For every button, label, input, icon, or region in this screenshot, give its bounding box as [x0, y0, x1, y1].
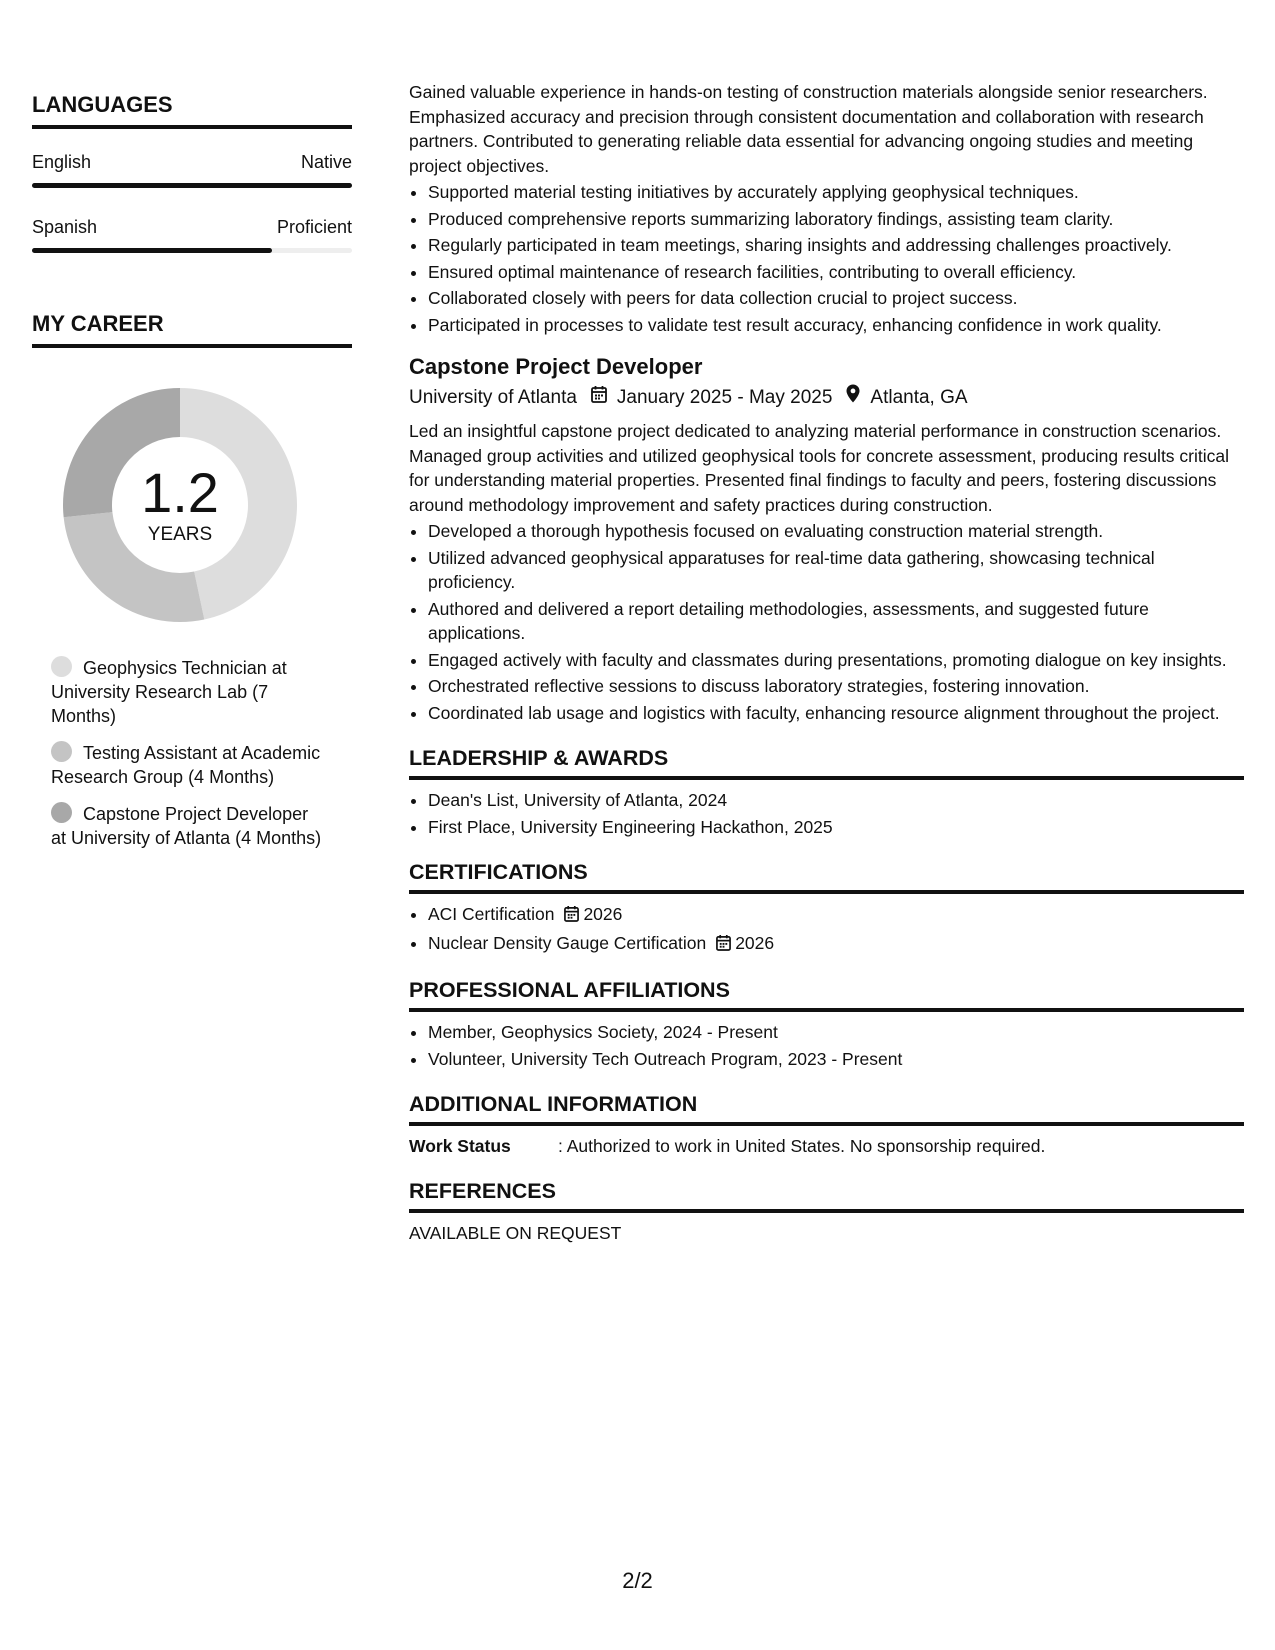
certification-name: ACI Certification — [428, 904, 555, 924]
certifications-list — [409, 902, 1244, 957]
list-item: • Regularly participated in team meetings, sharing insights and addressing challenges proactively. — [428, 233, 1244, 258]
legend-swatch — [51, 741, 72, 762]
list-item: • Supported material testing initiatives by accurately applying geophysical techniques. — [428, 180, 1244, 205]
sidebar — [32, 92, 352, 863]
list-item: • Produced comprehensive reports summarizing laboratory findings, assisting team clarity. — [428, 207, 1244, 232]
references-heading: REFERENCES — [409, 1178, 1244, 1213]
job-organization: University of Atlanta — [409, 386, 577, 408]
career-legend-label: Capstone Project Developer at University of Atlanta (4 Months) — [51, 804, 322, 848]
work-status-label: Work Status — [409, 1136, 511, 1156]
job-dates: January 2025 - May 2025 — [616, 386, 833, 408]
list-item: • Volunteer, University Tech Outreach Program, 2023 - Present — [428, 1047, 1244, 1072]
certifications-heading: CERTIFICATIONS — [409, 859, 1244, 894]
certification-name: Nuclear Density Gauge Certification — [428, 932, 707, 953]
list-item: • Coordinated lab usage and logistics with faculty, enhancing resource alignment throughout the project. — [428, 701, 1244, 726]
main-content — [409, 80, 1244, 1246]
previous-job-bullets — [409, 180, 1244, 337]
language-english — [32, 151, 352, 188]
previous-job-summary: Gained valuable experience in hands-on testing of construction materials alongside senior researchers. Emphasized accuracy and precision through consistent documentation and collaboration with research partners. Contributed to generating reliable data essential for advancing ongoing studies and meeting project objectives. — [409, 82, 1208, 176]
language-name: Spanish — [32, 217, 98, 237]
list-item: • Orchestrated reflective sessions to discuss laboratory strategies, fostering innovation. — [428, 674, 1244, 699]
career-legend-item — [51, 741, 326, 789]
language-name: English — [32, 152, 92, 172]
job-bullets — [409, 519, 1244, 725]
language-proficiency-bar — [32, 183, 352, 188]
affiliations-list — [409, 1020, 1244, 1071]
certification-year: 2026 — [583, 904, 623, 924]
legend-swatch — [51, 802, 72, 823]
list-item: • First Place, University Engineering Hackathon, 2025 — [428, 815, 1244, 840]
map-pin-icon — [846, 384, 860, 411]
list-item: • Dean's List, University of Atlanta, 2024 — [428, 788, 1244, 813]
calendar-icon — [564, 904, 579, 929]
language-proficiency-fill — [32, 248, 272, 253]
career-legend-label: Testing Assistant at Academic Research Group (4 Months) — [51, 743, 321, 787]
language-proficiency-bar — [32, 248, 352, 253]
career-legend-item — [51, 802, 326, 850]
list-item: • Participated in processes to validate test result accuracy, enhancing confidence in work quality. — [428, 313, 1244, 338]
list-item: • Engaged actively with faculty and classmates during presentations, promoting dialogue on key insights. — [428, 648, 1244, 673]
career-legend-item — [51, 656, 326, 728]
legend-swatch — [51, 656, 72, 677]
languages-heading: LANGUAGES — [32, 92, 352, 129]
work-status-value: : Authorized to work in United States. No sponsorship required. — [558, 1136, 1046, 1156]
job-summary: Led an insightful capstone project dedicated to analyzing material performance in construction scenarios. Managed group activities and utilized geophysical tools for concrete assessment, producing results critical for understanding material properties. Presented final findings to faculty and peers, fostering discussions around methodology improvement and safety practices during construction. — [409, 421, 1230, 515]
job-meta — [409, 384, 1244, 411]
list-item: • Developed a thorough hypothesis focused on evaluating construction material strength. — [428, 519, 1244, 544]
list-item: • Collaborated closely with peers for data collection crucial to project success. — [428, 286, 1244, 311]
calendar-icon — [591, 385, 607, 411]
job-location: Atlanta, GA — [870, 386, 968, 408]
language-level: Native — [300, 152, 352, 172]
language-proficiency-fill — [32, 183, 352, 188]
language-spanish — [32, 216, 352, 253]
references-text: AVAILABLE ON REQUEST — [409, 1223, 622, 1243]
work-status-row — [409, 1134, 1244, 1158]
career-donut-chart — [55, 380, 305, 630]
list-item — [428, 902, 1244, 929]
job-title: Capstone Project Developer — [409, 354, 703, 379]
career-total-years: 1.2 — [141, 461, 219, 524]
awards-heading: LEADERSHIP & AWARDS — [409, 745, 1244, 780]
page-number: 2/2 — [622, 1568, 653, 1593]
career-heading: MY CAREER — [32, 311, 352, 348]
list-item: • Ensured optimal maintenance of research facilities, contributing to overall efficiency. — [428, 260, 1244, 285]
list-item: • Utilized advanced geophysical apparatuses for real-time data gathering, showcasing technical proficiency. — [428, 546, 1244, 595]
career-legend-label: Geophysics Technician at University Research Lab (7 Months) — [51, 658, 287, 726]
list-item: • Member, Geophysics Society, 2024 - Present — [428, 1020, 1244, 1045]
affiliations-heading: PROFESSIONAL AFFILIATIONS — [409, 977, 1244, 1012]
language-level: Proficient — [276, 217, 352, 237]
career-legend — [51, 656, 326, 850]
awards-list — [409, 788, 1244, 839]
career-total-unit: YEARS — [147, 524, 213, 545]
list-item — [428, 931, 1244, 958]
certification-year: 2026 — [735, 932, 775, 953]
additional-info-heading: ADDITIONAL INFORMATION — [409, 1091, 1244, 1126]
calendar-icon — [716, 933, 731, 958]
list-item: • Authored and delivered a report detailing methodologies, assessments, and suggested future applications. — [428, 597, 1244, 646]
